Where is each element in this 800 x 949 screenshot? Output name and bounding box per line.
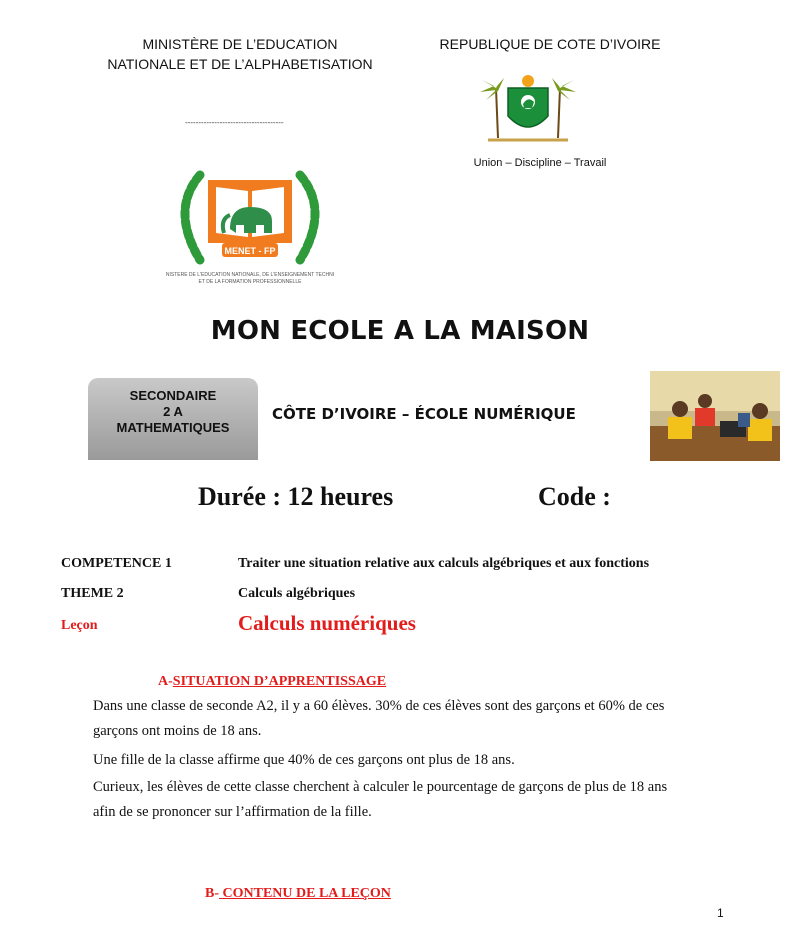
level-badge-line3: MATHEMATIQUES	[116, 420, 230, 435]
section-a-heading	[158, 674, 386, 690]
level-badge-line1: SECONDAIRE	[129, 388, 217, 403]
lecon-value: Calculs numériques	[238, 611, 416, 635]
situation-paragraph-3	[93, 777, 733, 823]
section-a-title: SITUATION D’APPRENTISSAGE	[172, 674, 387, 689]
duration: Durée : 12 heures	[198, 482, 394, 511]
page-number: 1	[717, 906, 724, 920]
republic-header: REPUBLIQUE DE COTE D’IVOIRE	[439, 36, 661, 52]
competence-value: Traiter une situation relative aux calculs algébriques et aux fonctions	[238, 556, 650, 571]
menet-caption-line2: ET DE LA FORMATION PROFESSIONNELLE	[198, 279, 302, 285]
menet-caption	[155, 272, 345, 286]
code-label: Code :	[538, 482, 611, 511]
theme-value: Calculs algébriques	[238, 586, 356, 601]
situation-paragraph-2: Une fille de la classe affirme que 40% de ces garçons ont plus de 18 ans.	[93, 752, 515, 768]
situation-paragraph-1	[93, 696, 733, 742]
situation-p3-line1: Curieux, les élèves de cette classe cherchent à calculer le pourcentage de garçons de plus de 18 ans	[93, 779, 668, 795]
section-b-title: CONTENU DE LA LEÇON	[219, 886, 391, 901]
situation-p1-line1: Dans une classe de seconde A2, il y a 60 élèves. 30% de ces élèves sont des garçons et 60% de ces	[93, 698, 665, 714]
competence-label: COMPETENCE 1	[61, 556, 172, 571]
students-photo-icon	[650, 371, 780, 461]
ministry-line1: MINISTÈRE DE L’EDUCATION	[142, 36, 338, 52]
school-name: CÔTE D’IVOIRE – ÉCOLE NUMÉRIQUE	[272, 405, 576, 423]
section-b-heading	[205, 886, 391, 902]
coat-of-arms-icon	[478, 66, 578, 146]
menet-logo-icon	[160, 150, 340, 290]
national-motto: Union – Discipline – Travail	[473, 157, 607, 169]
menet-badge-text: MENET - FP	[224, 246, 276, 256]
ministry-line2: NATIONALE ET DE L’ALPHABETISATION	[107, 56, 373, 72]
page-title: MON ECOLE A LA MAISON	[210, 316, 590, 346]
theme-label: THEME 2	[61, 586, 124, 601]
menet-caption-line1: NISTERE DE L'EDUCATION NATIONALE, DE L'ENSEIGNEMENT TECHNI	[165, 272, 335, 278]
situation-p3-line2: afin de se prononcer sur l’affirmation de la fille.	[93, 804, 372, 820]
situation-p1-line2: garçons ont moins de 18 ans.	[93, 723, 262, 739]
header-separator: -------------------------------------	[185, 118, 284, 127]
level-badge	[88, 378, 258, 460]
section-a-prefix: A-	[158, 674, 173, 689]
lecon-label: Leçon	[61, 618, 98, 633]
section-b-prefix: B-	[205, 886, 219, 901]
ministry-header	[80, 34, 400, 74]
level-badge-line2: 2 A	[163, 404, 183, 419]
